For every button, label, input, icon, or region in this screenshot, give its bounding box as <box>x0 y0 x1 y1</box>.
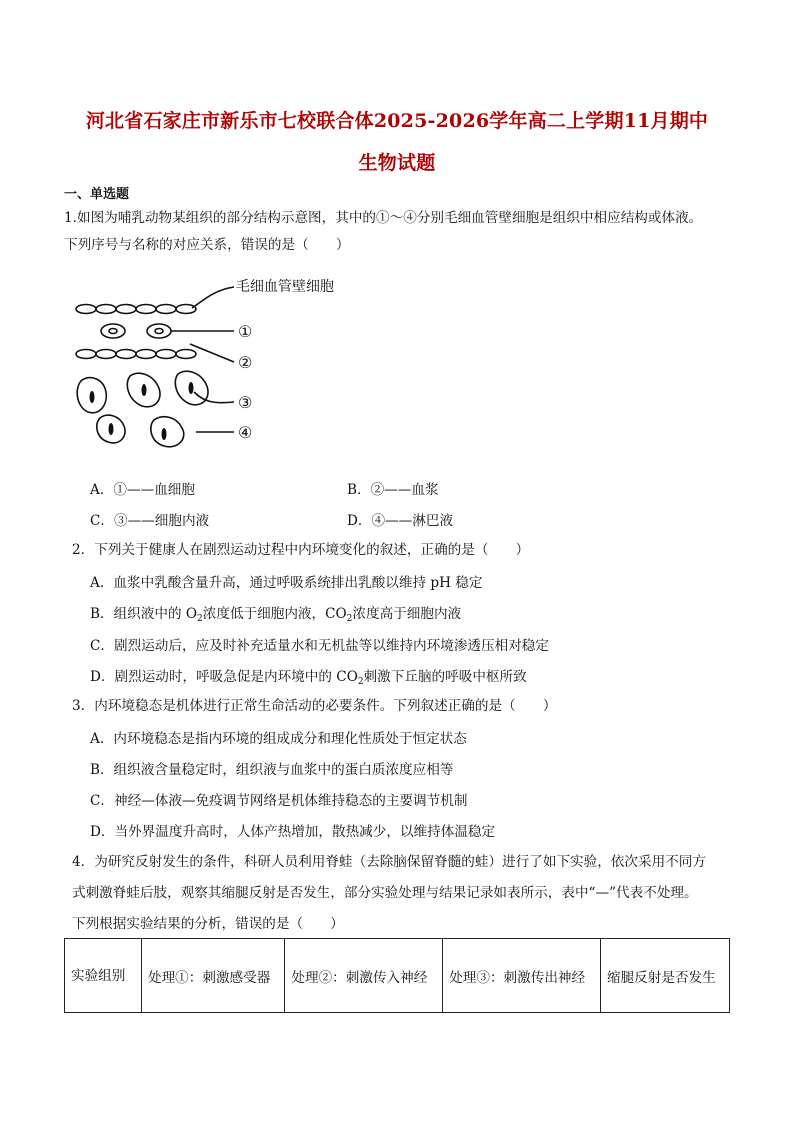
document-title-line1: 河北省石家庄市新乐市七校联合体2025-2026学年高二上学期11月期中 <box>85 110 709 132</box>
q1-option-d[interactable]: D．④——淋巴液 <box>347 513 454 529</box>
table-header-result: 缩腿反射是否发生 <box>600 939 729 1013</box>
q2-option-b-part3: 浓度高于细胞内液 <box>352 606 462 622</box>
subscript-2: 2 <box>346 614 353 624</box>
table-header-row <box>65 939 730 1013</box>
label-4: ④ <box>238 423 253 442</box>
q2-stem: 2．下列关于健康人在剧烈运动过程中内环境变化的叙述，正确的是（ ） <box>72 542 530 558</box>
q4-stem-line2: 式刺激脊蛙后肢，观察其缩腿反射是否发生，部分实验处理与结果记录如表所示，表中“—”代表不处理。 <box>72 885 698 901</box>
table-header-treatment-3: 处理③：刺激传出神经 <box>443 939 601 1013</box>
experiment-table <box>64 938 730 1013</box>
document-title-line2: 生物试题 <box>358 152 436 174</box>
q3-stem: 3．内环境稳态是机体进行正常生命活动的必要条件。下列叙述正确的是（ ） <box>72 698 557 714</box>
q1-option-c[interactable]: C．③——细胞内液 <box>90 513 210 529</box>
table-header-treatment-2: 处理②：刺激传入神经 <box>285 939 443 1013</box>
q3-option-d[interactable]: D．当外界温度升高时，人体产热增加，散热减少，以维持体温稳定 <box>90 824 496 840</box>
q1-option-b[interactable]: B．②——血浆 <box>347 482 439 498</box>
q2-option-d-part2: 刺激下丘脑的呼吸中枢所致 <box>363 669 527 685</box>
subscript-2: 2 <box>357 677 364 687</box>
q1-stem-line1: 1.如图为哺乳动物某组织的部分结构示意图，其中的①～④分别毛细血管壁细胞是组织中相应结构或体液。 <box>64 210 703 226</box>
section-heading: 一、单选题 <box>64 187 130 202</box>
q2-option-b-part2: 浓度低于细胞内液，CO <box>202 606 347 622</box>
tissue-diagram <box>64 272 394 452</box>
q2-option-b[interactable] <box>90 602 461 624</box>
label-capillary-wall: 毛细血管壁细胞 <box>236 279 334 295</box>
table-header-group: 实验组别 <box>65 939 142 1013</box>
q2-option-c[interactable]: C．剧烈运动后，应及时补充适量水和无机盐等以维持内环境渗透压相对稳定 <box>90 638 549 654</box>
q1-option-a[interactable]: A．①——血细胞 <box>90 482 195 498</box>
q2-option-d[interactable] <box>90 665 527 687</box>
q4-stem-line3: 下列根据实验结果的分析，错误的是（ ） <box>72 916 344 932</box>
q3-option-a[interactable]: A．内环境稳态是指内环境的组成成分和理化性质处于恒定状态 <box>90 731 467 747</box>
q3-option-c[interactable]: C．神经—体液—免疫调节网络是机体维持稳态的主要调节机制 <box>90 793 468 809</box>
label-1: ① <box>238 322 253 341</box>
q2-option-a[interactable]: A．血浆中乳酸含量升高，通过呼吸系统排出乳酸以维持 pH 稳定 <box>90 575 483 591</box>
q2-option-d-part1: D．剧烈运动时，呼吸急促是内环境中的 CO <box>90 669 358 685</box>
table-header-treatment-1: 处理①：刺激感受器 <box>142 939 285 1013</box>
label-3: ③ <box>238 393 253 412</box>
subscript-2: 2 <box>197 614 203 624</box>
q1-stem-line2: 下列序号与名称的对应关系，错误的是（ ） <box>64 237 350 253</box>
q4-stem-line1: 4．为研究反射发生的条件，科研人员利用脊蛙（去除脑保留脊髓的蛙）进行了如下实验，依次采用不同方 <box>72 854 706 870</box>
label-2: ② <box>238 353 253 372</box>
q3-option-b[interactable]: B．组织液含量稳定时，组织液与血浆中的蛋白质浓度应相等 <box>90 762 454 778</box>
q2-option-b-part1: B．组织液中的 O <box>90 606 198 622</box>
